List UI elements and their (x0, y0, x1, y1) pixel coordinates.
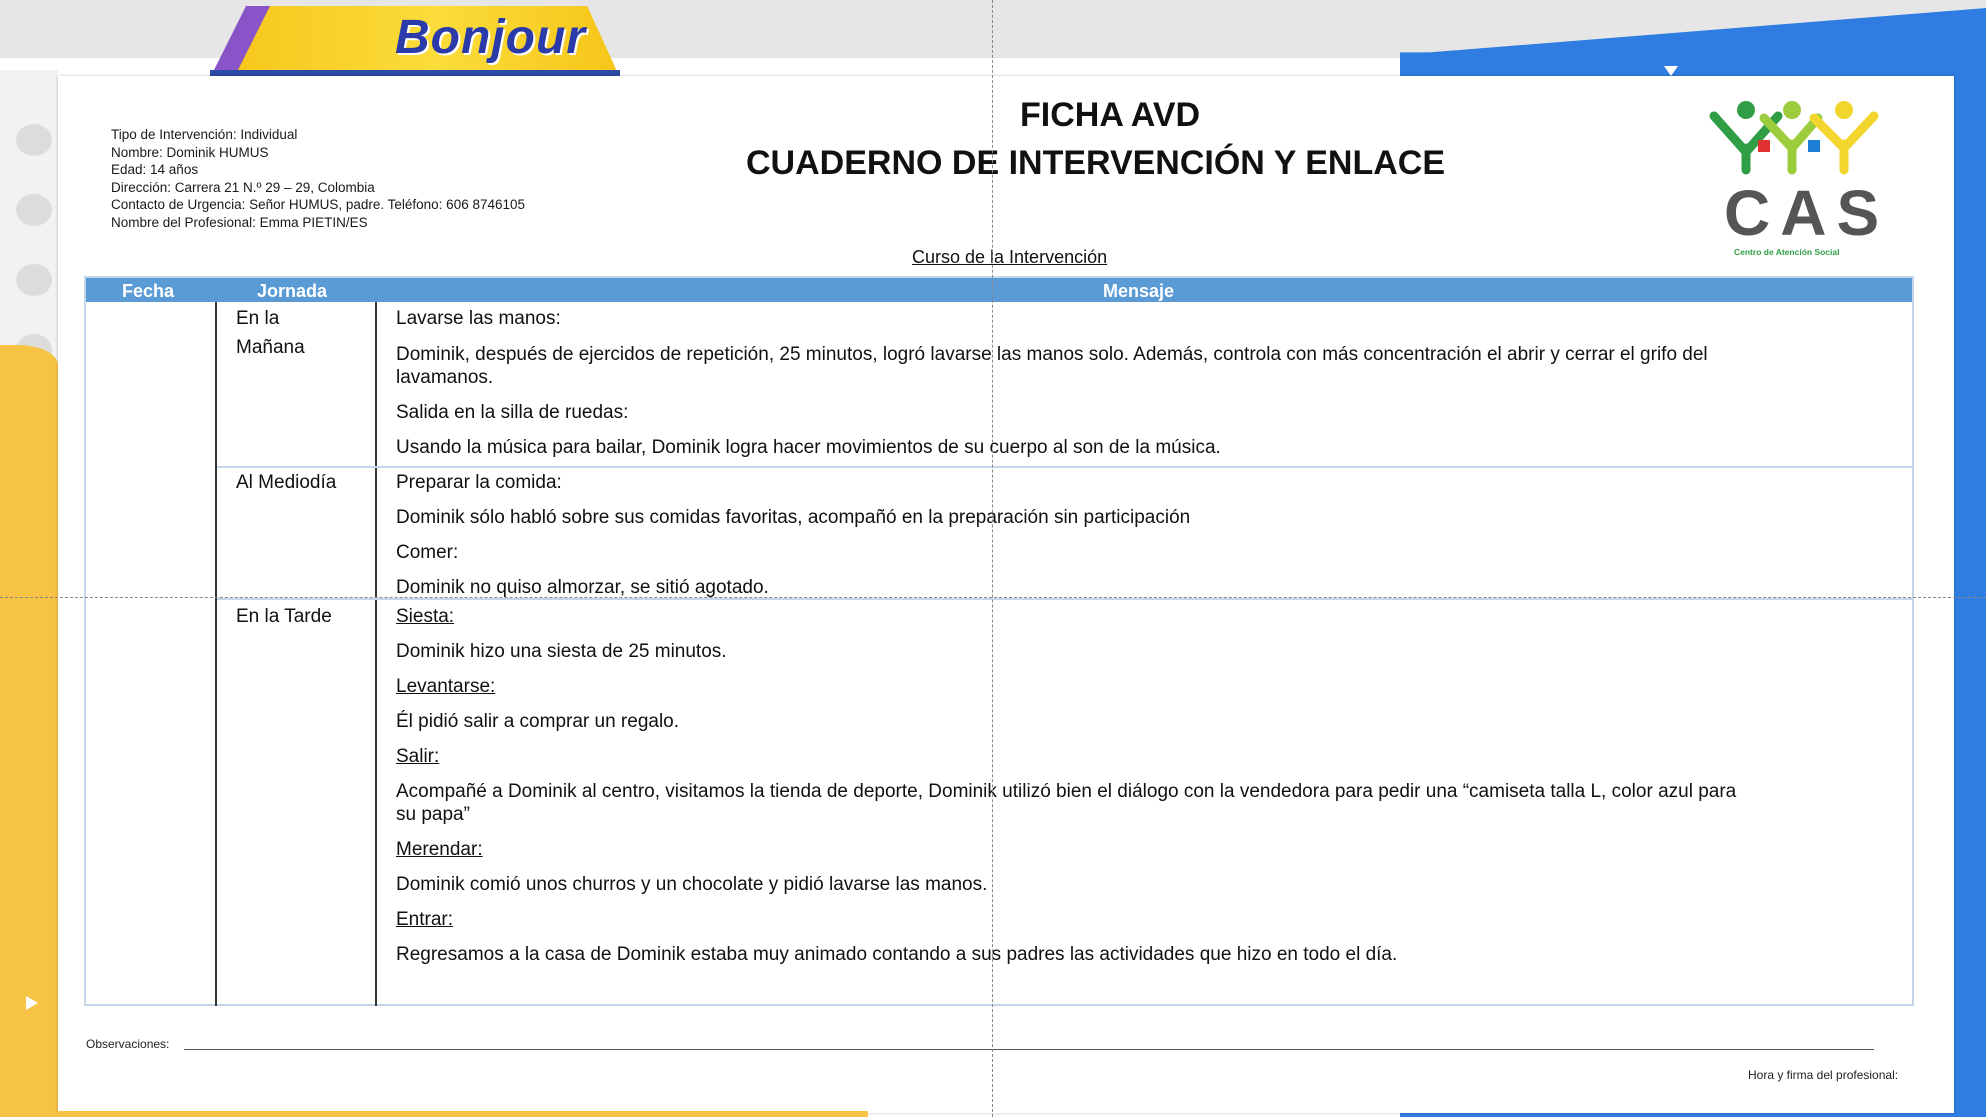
activity-text: su papa” (396, 804, 470, 825)
section-caption: Curso de la Intervención (912, 247, 1108, 267)
table-header (86, 278, 1912, 302)
info-tipo: Tipo de Intervención: Individual (111, 127, 298, 142)
mensaje-tarde (396, 602, 1896, 969)
activity-text: Dominik no quiso almorzar, se sitió agotado. (396, 577, 769, 598)
observaciones-label: Observaciones: (86, 1037, 170, 1051)
info-edad: Edad: 14 años (111, 162, 199, 177)
jornada-tarde: En la Tarde (236, 606, 332, 627)
info-nombre: Nombre: Dominik HUMUS (111, 144, 269, 160)
observaciones-field[interactable] (184, 1049, 1874, 1050)
column-header-fecha: Fecha (122, 281, 175, 301)
jornada-label: Mañana (236, 337, 305, 358)
activity-text: Acompañé a Dominik al centro, visitamos la tienda de deporte, Dominik utilizó bien el diálogo con la vendedora para pedir una “camiseta talla L, color azul para (396, 781, 1737, 802)
activity-text: Dominik, después de ejercidos de repetición, 25 minutos, logró lavarse las manos solo. Además, controla con más concentración el abrir y cerrar el grifo del (396, 344, 1708, 365)
yellow-bottom-bar (58, 1111, 868, 1117)
jornada-mediodia: Al Mediodía (236, 472, 337, 493)
activity-text: Él pidió salir a comprar un regalo. (396, 711, 680, 732)
activity-text: Dominik comió unos churros y un chocolate y pidió lavarse las manos. (396, 874, 988, 895)
activity-title: Salir: (396, 746, 440, 767)
thumbnail-dot[interactable] (16, 194, 52, 226)
activity-text: lavamanos. (396, 367, 494, 388)
horizontal-guide (0, 597, 1986, 598)
activity-title: Merendar: (396, 839, 483, 860)
thumbnail-dot[interactable] (16, 124, 52, 156)
column-header-mensaje: Mensaje (1103, 281, 1175, 301)
activity-text: Usando la música para bailar, Dominik logra hacer movimientos de su cuerpo al son de la música. (396, 437, 1221, 458)
document-title: FICHA AVD (1020, 96, 1201, 134)
mensaje-manana (396, 304, 1896, 462)
document-subtitle: CUADERNO DE INTERVENCIÓN Y ENLACE (746, 144, 1445, 182)
column-divider (215, 302, 217, 1006)
activity-title: Preparar la comida: (396, 472, 562, 493)
vertical-guide (992, 0, 993, 1117)
activity-text: Dominik hizo una siesta de 25 minutos. (396, 641, 727, 662)
jornada-label: En la (236, 308, 280, 329)
activity-text: Regresamos a la casa de Dominik estaba muy animado contando a sus padres las actividades que hizo en todo el día. (396, 944, 1398, 965)
activity-title: Salida en la silla de ruedas: (396, 402, 629, 423)
info-direccion: Dirección: Carrera 21 N.º 29 – 29, Colombia (111, 179, 375, 195)
activity-title: Siesta: (396, 606, 455, 627)
activity-title: Comer: (396, 542, 459, 563)
column-header-jornada: Jornada (257, 281, 328, 301)
logo-letters: CAS (1724, 177, 1890, 249)
client-info (111, 126, 525, 231)
mensaje-mediodia (396, 468, 1896, 602)
signature-label: Hora y firma del profesional: (1748, 1068, 1899, 1082)
column-divider (375, 302, 377, 1006)
info-contacto: Contacto de Urgencia: Señor HUMUS, padre. Teléfono: 606 8746105 (111, 197, 526, 212)
activity-title: Entrar: (396, 909, 454, 930)
activity-title: Levantarse: (396, 676, 496, 697)
play-icon[interactable] (26, 996, 38, 1010)
bonjour-logo-text: Bonjour (395, 11, 586, 64)
jornada-manana (236, 304, 305, 362)
info-profesional: Nombre del Profesional: Emma PIETIN/ES (111, 214, 368, 230)
logo-subtitle: Centro de Atención Social (1734, 247, 1840, 257)
activity-text: Dominik sólo habló sobre sus comidas favoritas, acompañó en la preparación sin participación (396, 507, 1191, 528)
dropdown-arrow-icon[interactable] (1664, 66, 1678, 76)
thumbnail-dot[interactable] (16, 264, 52, 296)
activity-title: Lavarse las manos: (396, 308, 561, 329)
